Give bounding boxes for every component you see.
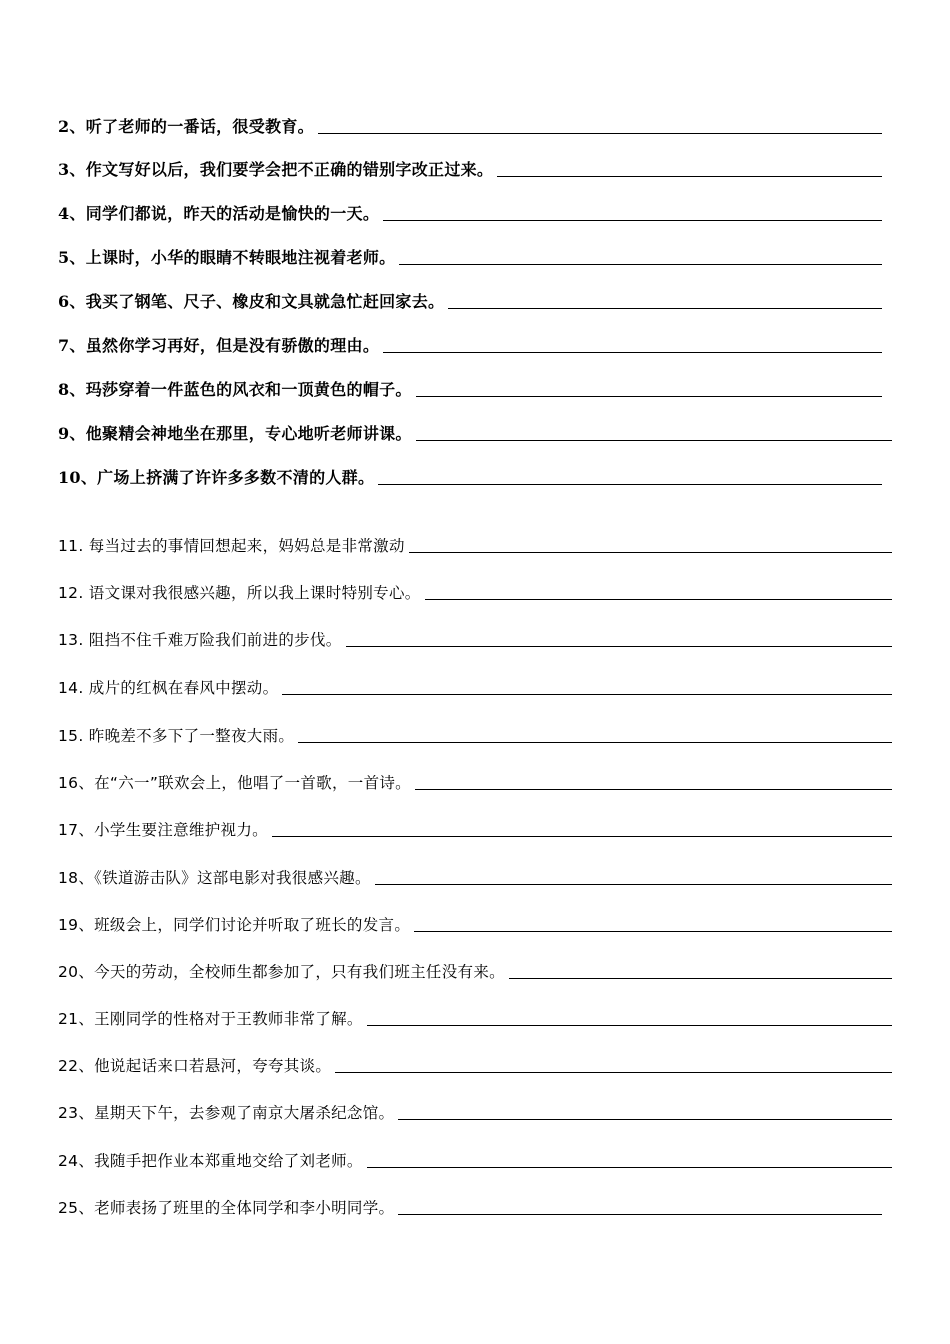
answer-blank	[346, 645, 892, 647]
answer-blank	[378, 483, 882, 485]
question-text: 18、《铁道游击队》这部电影对我很感兴趣。	[58, 869, 371, 887]
question-12	[58, 582, 892, 604]
question-text: 4、同学们都说，昨天的活动是愉快的一天。	[58, 204, 380, 223]
question-text: 7、虽然你学习再好，但是没有骄傲的理由。	[58, 336, 380, 355]
question-3	[58, 159, 882, 181]
answer-blank	[367, 1024, 892, 1026]
answer-blank	[414, 930, 892, 932]
question-text: 17、小学生要注意维护视力。	[58, 821, 268, 839]
question-text: 23、星期天下午，去参观了南京大屠杀纪念馆。	[58, 1104, 395, 1122]
question-7	[58, 335, 882, 357]
answer-blank	[335, 1071, 892, 1073]
answer-blank	[416, 439, 892, 441]
answer-blank	[383, 351, 882, 353]
question-17	[58, 819, 892, 841]
question-10	[58, 467, 882, 489]
question-4	[58, 203, 882, 225]
question-text: 5、上课时，小华的眼睛不转眼地注视着老师。	[58, 248, 396, 267]
question-text: 3、作文写好以后，我们要学会把不正确的错别字改正过来。	[58, 160, 494, 179]
answer-blank	[399, 263, 882, 265]
question-text: 10、广场上挤满了许许多多数不清的人群。	[58, 468, 375, 487]
question-text: 15. 昨晚差不多下了一整夜大雨。	[58, 727, 295, 745]
question-22	[58, 1055, 892, 1077]
question-text: 22、他说起话来口若悬河，夸夸其谈。	[58, 1057, 332, 1075]
question-text: 2、听了老师的一番话，很受教育。	[58, 117, 314, 136]
question-11	[58, 535, 892, 557]
answer-blank	[509, 977, 892, 979]
question-9	[58, 423, 892, 445]
question-13	[58, 629, 892, 651]
question-text: 20、今天的劳动，全校师生都参加了，只有我们班主任没有来。	[58, 963, 505, 981]
question-18	[58, 867, 892, 889]
answer-blank	[416, 395, 882, 397]
answer-blank	[298, 741, 892, 743]
question-text: 25、老师表扬了班里的全体同学和李小明同学。	[58, 1199, 395, 1217]
question-15	[58, 725, 892, 747]
question-text: 13. 阻挡不住千难万险我们前进的步伐。	[58, 631, 342, 649]
question-text: 16、在“六一”联欢会上，他唱了一首歌，一首诗。	[58, 774, 411, 792]
question-25	[58, 1197, 882, 1219]
question-text: 19、班级会上，同学们讨论并听取了班长的发言。	[58, 916, 411, 934]
answer-blank	[398, 1213, 882, 1215]
question-text: 12. 语文课对我很感兴趣，所以我上课时特别专心。	[58, 584, 421, 602]
question-6	[58, 291, 882, 313]
question-text: 14. 成片的红枫在春风中摆动。	[58, 679, 279, 697]
question-text: 9、他聚精会神地坐在那里，专心地听老师讲课。	[58, 424, 412, 443]
answer-blank	[425, 598, 892, 600]
answer-blank	[497, 175, 882, 177]
question-21	[58, 1008, 892, 1030]
question-19	[58, 914, 892, 936]
question-text: 8、玛莎穿着一件蓝色的风衣和一顶黄色的帽子。	[58, 380, 412, 399]
answer-blank	[375, 883, 892, 885]
answer-blank	[448, 307, 882, 309]
question-24	[58, 1150, 892, 1172]
answer-blank	[318, 132, 882, 134]
question-8	[58, 379, 882, 401]
question-23	[58, 1102, 892, 1124]
question-2	[58, 116, 882, 138]
question-16	[58, 772, 892, 794]
question-text: 11. 每当过去的事情回想起来，妈妈总是非常激动	[58, 537, 405, 555]
answer-blank	[383, 219, 882, 221]
answer-blank	[398, 1118, 892, 1120]
question-text: 24、我随手把作业本郑重地交给了刘老师。	[58, 1152, 363, 1170]
answer-blank	[282, 693, 892, 695]
question-text: 21、王刚同学的性格对于王教师非常了解。	[58, 1010, 363, 1028]
question-5	[58, 247, 882, 269]
question-14	[58, 677, 892, 699]
question-text: 6、我买了钢笔、尺子、橡皮和文具就急忙赶回家去。	[58, 292, 445, 311]
answer-blank	[415, 788, 892, 790]
answer-blank	[272, 835, 892, 837]
answer-blank	[409, 551, 892, 553]
question-20	[58, 961, 892, 983]
answer-blank	[367, 1166, 892, 1168]
